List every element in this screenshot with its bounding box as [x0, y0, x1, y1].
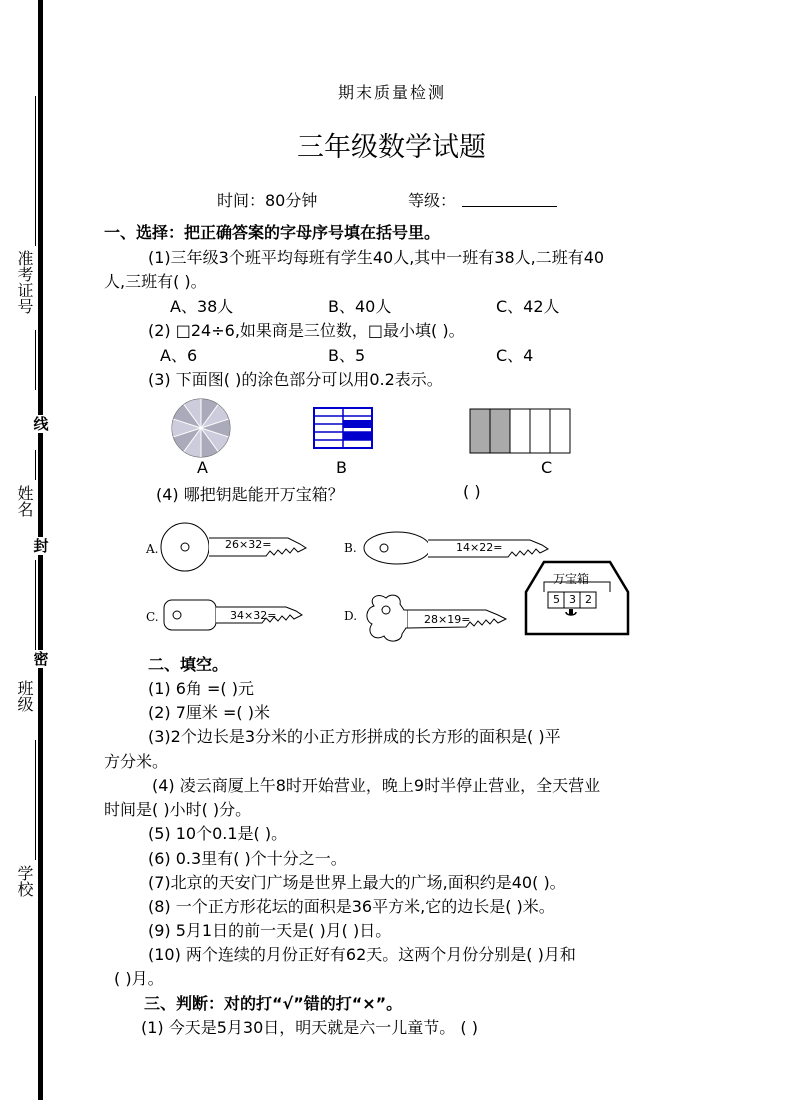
box-digit-3: 2: [585, 593, 592, 606]
binding-xian: 线: [31, 415, 51, 433]
figure-a-label: A: [197, 458, 208, 477]
page-title: 三年级数学试题: [297, 132, 486, 163]
q2-option-b: B、5: [328, 346, 366, 365]
name-label: 姓名: [15, 485, 34, 517]
fill-item-6: (6) 0.3里有( )个十分之一。: [148, 849, 347, 868]
binding-mi: 密: [31, 650, 51, 668]
grade-label: 等级：: [408, 191, 457, 210]
key-d-expr: 28×19=: [424, 613, 471, 626]
time-label: 时间：80分钟: [217, 191, 318, 210]
grade-blank-line: [462, 206, 557, 207]
key-b-label: B.: [344, 541, 357, 555]
box-digit-1: 5: [553, 593, 560, 606]
school-label: 学校: [15, 865, 34, 897]
q3-text: (3) 下面图( )的涂色部分可以用0.2表示。: [148, 370, 443, 389]
fill-item-3b: 方分米。: [104, 752, 169, 771]
binding-line-3: [35, 450, 36, 480]
key-c-label: C.: [146, 610, 159, 624]
q1-option-a: A、38人: [170, 297, 234, 316]
binding-line-4: [35, 560, 36, 650]
q4-text: (4) 哪把钥匙能开万宝箱？: [156, 485, 344, 504]
fill-item-8: (8) 一个正方形花坛的面积是36平方米,它的边长是( )米。: [148, 897, 555, 916]
fill-item-4b: 时间是( )小时( )分。: [104, 800, 252, 819]
key-a-expr: 26×32=: [225, 538, 272, 551]
figure-a-circle: [170, 397, 232, 459]
binding-line-5: [35, 740, 36, 860]
section2-heading: 二、填空。: [148, 655, 229, 674]
exam-id-label: 准考证号: [15, 250, 34, 314]
fill-item-7: (7)北京的天安门广场是世界上最大的广场,面积约是40( )。: [148, 873, 566, 892]
key-a-label: A.: [146, 542, 159, 556]
binding-line-1: [35, 96, 36, 246]
judge-item-1: (1) 今天是5月30日，明天就是六一儿童节。 ( ): [141, 1018, 478, 1037]
q2-text: (2) □24÷6,如果商是三位数，□最小填( )。: [148, 321, 465, 340]
q1-line1: (1)三年级3个班平均每班有学生40人,其中一班有38人,二班有40: [148, 248, 605, 267]
fill-item-5: (5) 10个0.1是( )。: [148, 824, 288, 843]
q4-answer-blank: ( ): [463, 482, 481, 501]
q2-option-a: A、6: [160, 346, 198, 365]
figure-b-label: B: [336, 458, 347, 477]
q1-option-b: B、40人: [328, 297, 392, 316]
binding-feng: 封: [31, 537, 51, 555]
key-b-expr: 14×22=: [456, 541, 503, 554]
q1-option-c: C、42人: [496, 297, 560, 316]
fill-item-2: (2) 7厘米 =( )米: [148, 703, 270, 722]
figure-c-label: C: [541, 458, 553, 477]
figure-c-rectangle: [469, 408, 571, 454]
fill-item-10a: (10) 两个连续的月份正好有62天。这两个月份分别是( )月和: [148, 945, 576, 964]
binding-line-2: [35, 330, 36, 390]
figure-b-rectangle: [313, 407, 373, 449]
q1-line2: 人,三班有( )。: [104, 272, 207, 291]
fill-item-3a: (3)2个边长是3分米的小正方形拼成的长方形的面积是( )平: [148, 727, 561, 746]
section1-heading: 一、选择：把正确答案的字母序号填在括号里。: [104, 223, 441, 242]
key-c-expr: 34×32=: [230, 609, 277, 622]
fill-item-4a: (4) 凌云商厦上午8时开始营业，晚上9时半停止营业，全天营业: [152, 776, 601, 795]
fill-item-10b: ( )月。: [114, 969, 164, 988]
fill-item-1: (1) 6角 =( )元: [148, 679, 254, 698]
key-d-label: D.: [344, 609, 358, 623]
fill-item-9: (9) 5月1日的前一天是( )月( )日。: [148, 921, 392, 940]
section3-heading: 三、判断：对的打“√”错的打“×”。: [144, 994, 403, 1013]
page-subtitle: 期末质量检测: [338, 83, 447, 102]
treasure-box-title: 万宝箱: [553, 572, 590, 586]
class-label: 班级: [15, 680, 34, 712]
q2-option-c: C、4: [496, 346, 534, 365]
box-digit-2: 3: [569, 593, 576, 606]
